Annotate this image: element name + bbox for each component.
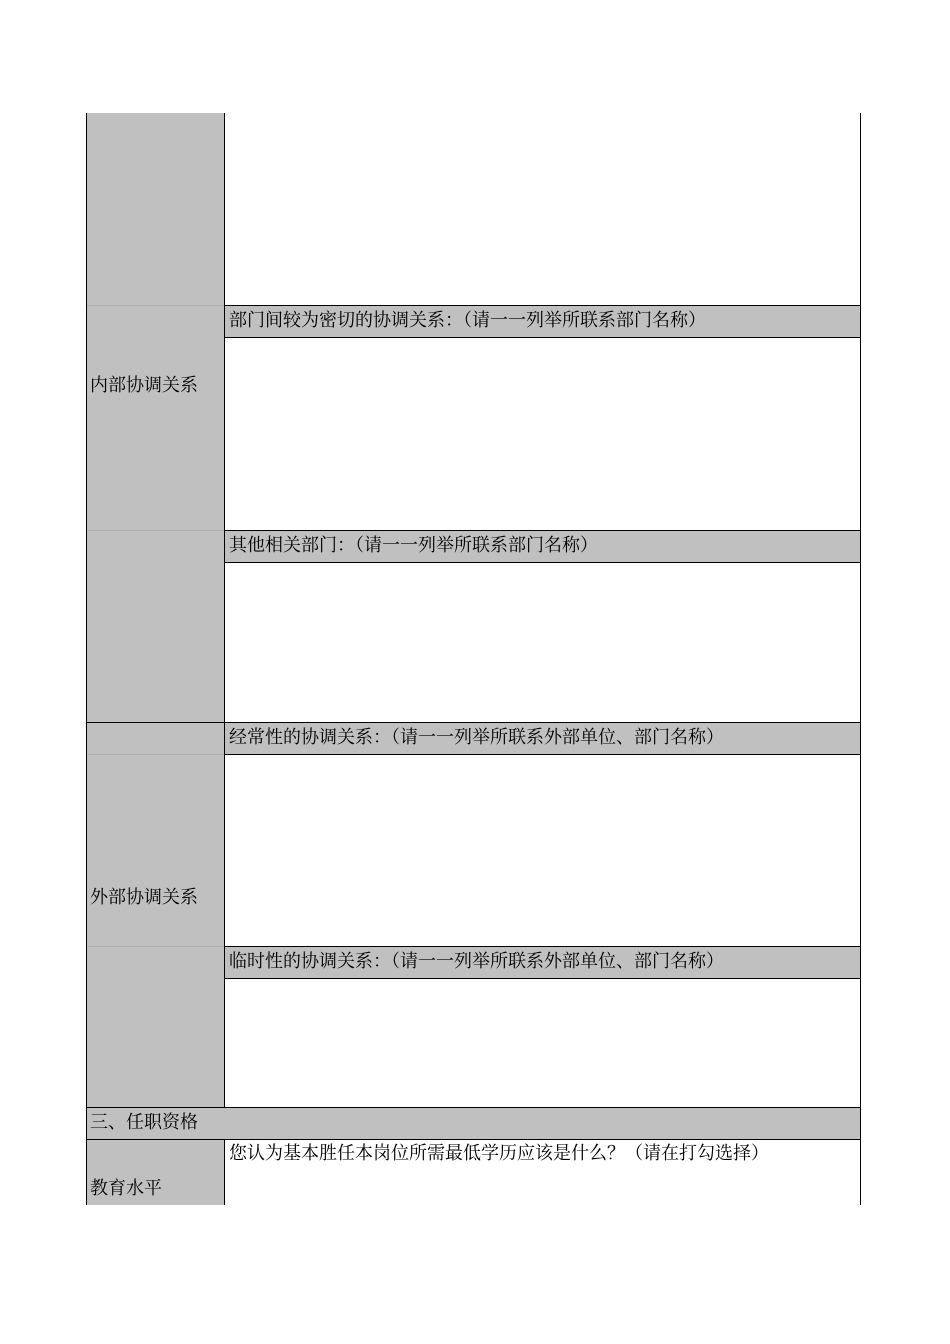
left-column-seam	[86, 305, 224, 306]
row-border	[224, 562, 861, 563]
qualifications-section-row	[86, 1107, 860, 1139]
table-left-border	[86, 113, 87, 1205]
left-label-column	[86, 113, 224, 1107]
row-border	[224, 305, 861, 306]
education-answer-area[interactable]	[224, 1170, 860, 1205]
row-border	[224, 754, 861, 755]
row-border	[224, 337, 861, 338]
left-column-seam	[86, 754, 224, 755]
row-border	[86, 1139, 861, 1140]
left-column-seam	[86, 946, 224, 947]
column-divider	[224, 113, 225, 1107]
internal-other-header: 其他相关部门：（请一一列举所联系部门名称）	[229, 535, 598, 556]
external-temporary-header: 临时性的协调关系：（请一一列举所联系外部单位、部门名称）	[229, 951, 724, 972]
internal-coordination-label: 内部协调关系	[90, 375, 198, 396]
education-label: 教育水平	[90, 1178, 162, 1199]
left-column-seam	[86, 530, 224, 531]
row-border	[86, 722, 861, 723]
row-border	[224, 978, 861, 979]
table-right-border	[860, 113, 861, 1205]
row-border	[224, 530, 861, 531]
row-border	[86, 1107, 861, 1108]
internal-close-answer-area[interactable]	[224, 337, 860, 530]
external-regular-answer-area[interactable]	[224, 754, 860, 946]
internal-other-answer-area[interactable]	[224, 562, 860, 722]
education-question: 您认为基本胜任本岗位所需最低学历应该是什么？（请在打勾选择）	[229, 1143, 769, 1164]
row-border	[224, 946, 861, 947]
external-regular-header: 经常性的协调关系：（请一一列举所联系外部单位、部门名称）	[229, 727, 724, 748]
external-temporary-answer-area[interactable]	[224, 978, 860, 1107]
qualifications-section-title: 三、任职资格	[90, 1112, 198, 1133]
internal-close-header: 部门间较为密切的协调关系：（请一一列举所联系部门名称）	[229, 310, 706, 331]
column-divider	[224, 1139, 225, 1205]
external-coordination-label: 外部协调关系	[90, 887, 198, 908]
